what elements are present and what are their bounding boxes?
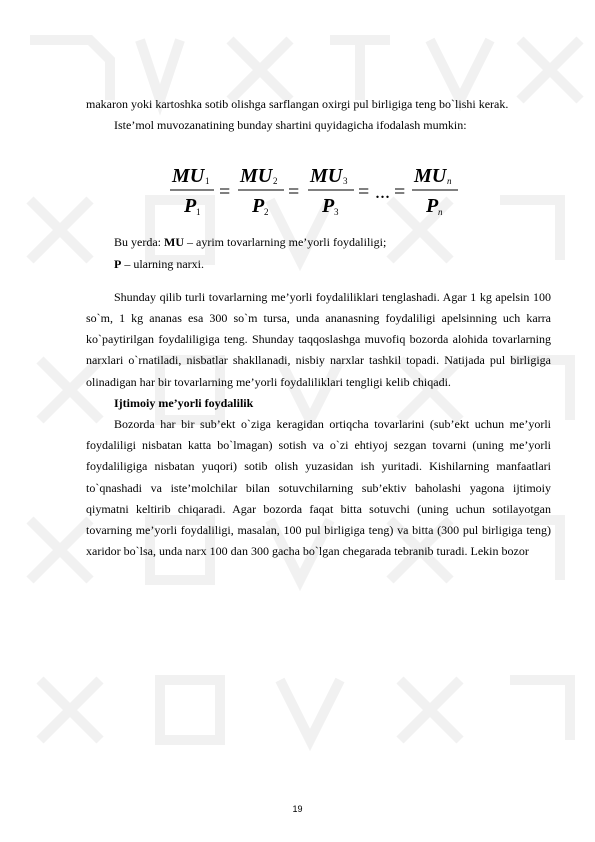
paragraph-intro: makaron yoki kartoshka sotib olishga sarflangan oxirgi pul birligiga teng bo`lishi kerak. [86,97,509,111]
formula-svg [86,144,551,224]
formula-num-sub-n: n [447,176,452,187]
formula-num-sub-3: 3 [343,176,348,187]
definition-p-text: – ularning narxi. [121,256,204,271]
formula-den-1: P [184,195,197,218]
formula-equals-4: = [394,181,406,204]
definition-mu-text: – ayrim tovarlarning me’yorli foydaliligi; [184,235,387,250]
formula-den-n: P [426,195,439,218]
formula-ellipsis: ... [375,181,390,204]
formula-num-sub-1: 1 [205,176,210,187]
definition-prefix: Bu yerda: [114,235,164,250]
formula-den-3: P [322,195,335,218]
section-heading-social-utility: Ijtimoiy me’yorli foydalilik [114,395,254,410]
formula-num-n: MU [414,165,447,188]
equilibrium-formula [86,144,551,224]
formula-num-2: MU [240,165,273,188]
page-number: 19 [292,804,303,814]
definition-mu [86,232,551,253]
formula-equals-2: = [288,181,300,204]
formula-num-1: MU [172,165,205,188]
paragraph-equalize: Shunday qilib turli tovarlarning me’yorli foydaliliklari tenglashadi. Agar 1 kg apelsin 100 so`m, 1 kg ananas esa 300 so`m tursa, unda ananasning foydaliligi apelsinning uch karra ko`paytirilgan foydaliligiga teng. Shunday taqqoslashga muvofiq bozorda alohida tovarlarning narxlari o`rnatiladi, nisbatlar shakllanadi, nisbiy narxlar tashkil topadi. Natijada pul birligiga olinadigan har bir tovarlarning me’yorli foydaliliklari tengligi kelib chiqadi. [86,289,551,389]
formula-equals-1: = [219,181,231,204]
formula-num-3: MU [310,165,343,188]
definition-p [86,254,551,275]
formula-den-sub-n: n [438,207,443,218]
formula-den-sub-3: 3 [334,207,339,218]
formula-equals-3: = [358,181,370,204]
formula-num-sub-2: 2 [273,176,278,187]
definition-p-term: P [114,256,122,271]
document-body [86,94,551,562]
paragraph-equilibrium-intro: Iste’mol muvozanatining bunday shartini quyidagicha ifodalash mumkin: [114,118,467,133]
definition-mu-term: MU [164,235,184,250]
formula-den-2: P [252,195,265,218]
paragraph-social-utility: Bozorda har bir sub’ekt o`ziga keragidan ortiqcha tovarlarini (sub’ekt uchun me’yorli foydaliligi nisbatan katta bo`lmagan) sotish va o`zi ehtiyoj sezgan tovarni (uning me’yorli foydaliligiga nisbatan yuqori) sotib olish yuzasidan ish yuritadi. Kishilarning manfaatlari to`qnashadi va iste’molchilar bilan sotuvchilarning sub’ektiv baholashi yagona ijtimoiy qiymatni keltirib chiqaradi. Agar bozorda faqat bitta sotuvchi (uning uchun sotilayotgan tovarning me’yorli foydaliligi, masalan, 100 pul birligiga teng) va bitta (300 pul birligiga teng) xaridor bo`lsa, unda narx 100 dan 300 gacha bo`lgan chegarada tebranib turadi. Lekin bozor [86,417,551,559]
formula-den-sub-1: 1 [196,207,201,218]
formula-den-sub-2: 2 [264,207,269,218]
